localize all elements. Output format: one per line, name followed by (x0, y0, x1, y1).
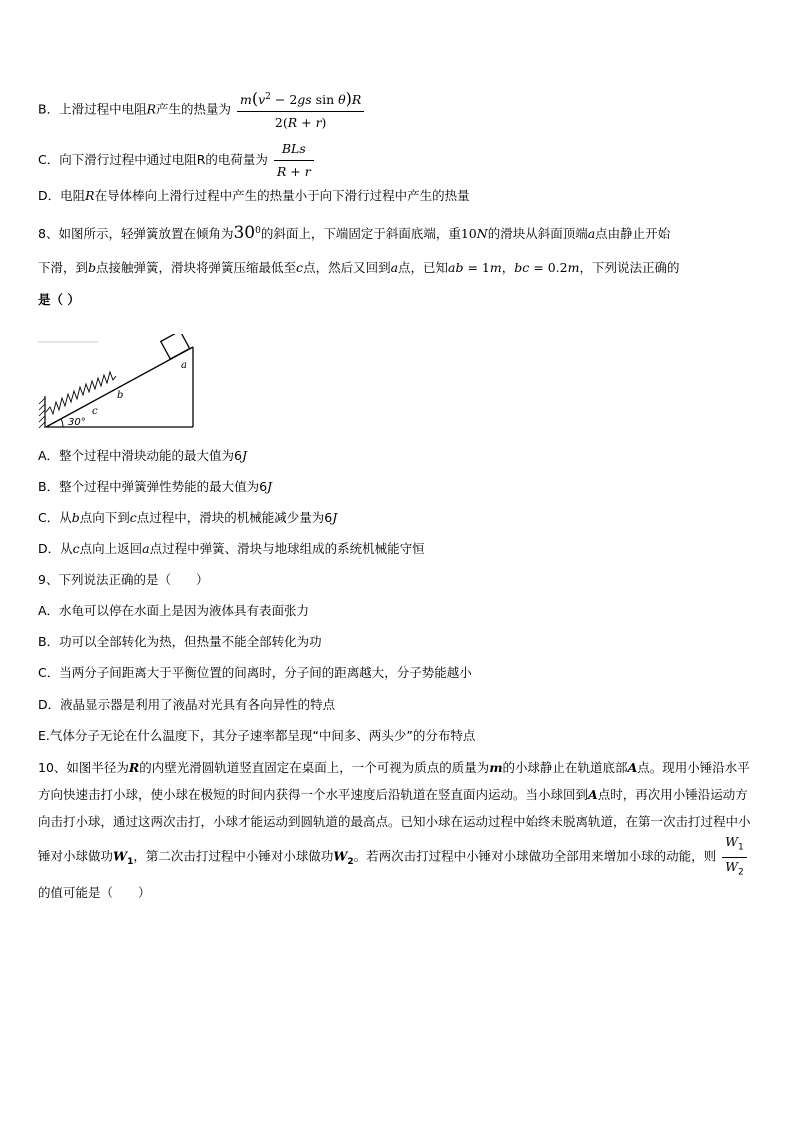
q8-stem-line1: 8、如图所示，轻弹簧放置在倾角为$30^0$的斜面上，下端固定于斜面底端，重10N的滑块从斜面顶端a点由静止开始 (38, 223, 671, 244)
angle-arc (61, 419, 63, 427)
q9-stem: 9、下列说法正确的是（ ） (38, 572, 209, 587)
q10-stem: 10、如图半径为R的内壁光滑圆轨道竖直固定在桌面上，一个可视为质点的质量为m的小球静止在轨道底部A点。现用小锤沿水平方向快速击打小球，使小球在极短的时间内获得一个水平速度后沿轨道在竖直面内运动。当小球回到A点时，再次用小锤沿运动方向击打小球，通过这两次击打，小球才能运动到圆轨道的最高点。已知小球在运动过程中始终未脱离轨道，在第一次击打过程中小锤对小球做功$W_1$，第二次击打过程中小锤对小球做功$W_2$。若两次击打过程中小锤对小球做功全部用来增加小球的动能，则 $\frac{W_1}{W_2}$ 的值可能是（ ） (38, 760, 751, 900)
q7-option-d: D．电阻R在导体棒向上滑行过程中产生的热量小于向下滑行过程中产生的热量 (38, 188, 470, 203)
q8-option-c: C．从b点向下到c点过程中，滑块的机械能减少量为6J (38, 510, 338, 525)
q8-option-b: B．整个过程中弹簧弹性势能的最大值为6J (38, 479, 273, 494)
q9-option-e: E.气体分子无论在什么温度下，其分子速率都呈现“中间多、两头少”的分布特点 (38, 728, 476, 743)
q9-option-a: A．水龟可以停在水面上是因为液体具有表面张力 (38, 603, 310, 618)
figure-label-a: a (181, 360, 187, 371)
q9-option-b: B．功可以全部转化为热，但热量不能全部转化为功 (38, 634, 322, 649)
figure-label-c: c (92, 406, 98, 417)
q9-option-c: C．当两分子间距离大于平衡位置的间离时，分子间的距离越大，分子势能越小 (38, 665, 472, 680)
q7-option-c: C．向下滑行过程中通过电阻R的电荷量为 $\frac{\text{BLs}}{R + r}$ (38, 140, 316, 181)
figure-label-b: b (117, 390, 124, 401)
sliding-block-icon (161, 334, 190, 359)
heat-fraction: $\frac{m(v^2 - 2gs \sin \theta)R}{2(R + r)}$ (237, 88, 364, 132)
incline-spring-figure (38, 334, 203, 429)
q8-option-d: D．从c点向上返回a点过程中弹簧、滑块与地球组成的系统机械能守恒 (38, 541, 425, 556)
charge-fraction: $\frac{\text{BLs}}{R + r}$ (274, 140, 314, 181)
work-ratio-fraction: $\frac{W_1}{W_2}$ (722, 835, 747, 879)
q8-stem-line2: 下滑，到b点接触弹簧，滑块将弹簧压缩最低至c点，然后又回到a点，已知ab = 1m，bc = 0.2m，下列说法正确的 (38, 260, 680, 275)
q8-option-a: A．整个过程中滑块动能的最大值为6J (38, 448, 248, 463)
q7-option-b: B．上滑过程中电阻R产生的热量为 $\frac{m(v^2 - 2gs \sin \theta)R}{2(R + r)}$ (38, 88, 366, 132)
wall-icon (39, 396, 45, 428)
figure-label-angle: 30° (68, 417, 86, 428)
q9-option-d: D．液晶显示器是利用了液晶对光具有各向异性的特点 (38, 697, 336, 712)
q8-stem-line3: 是（ ） (38, 292, 80, 307)
var-R: R (146, 101, 156, 117)
